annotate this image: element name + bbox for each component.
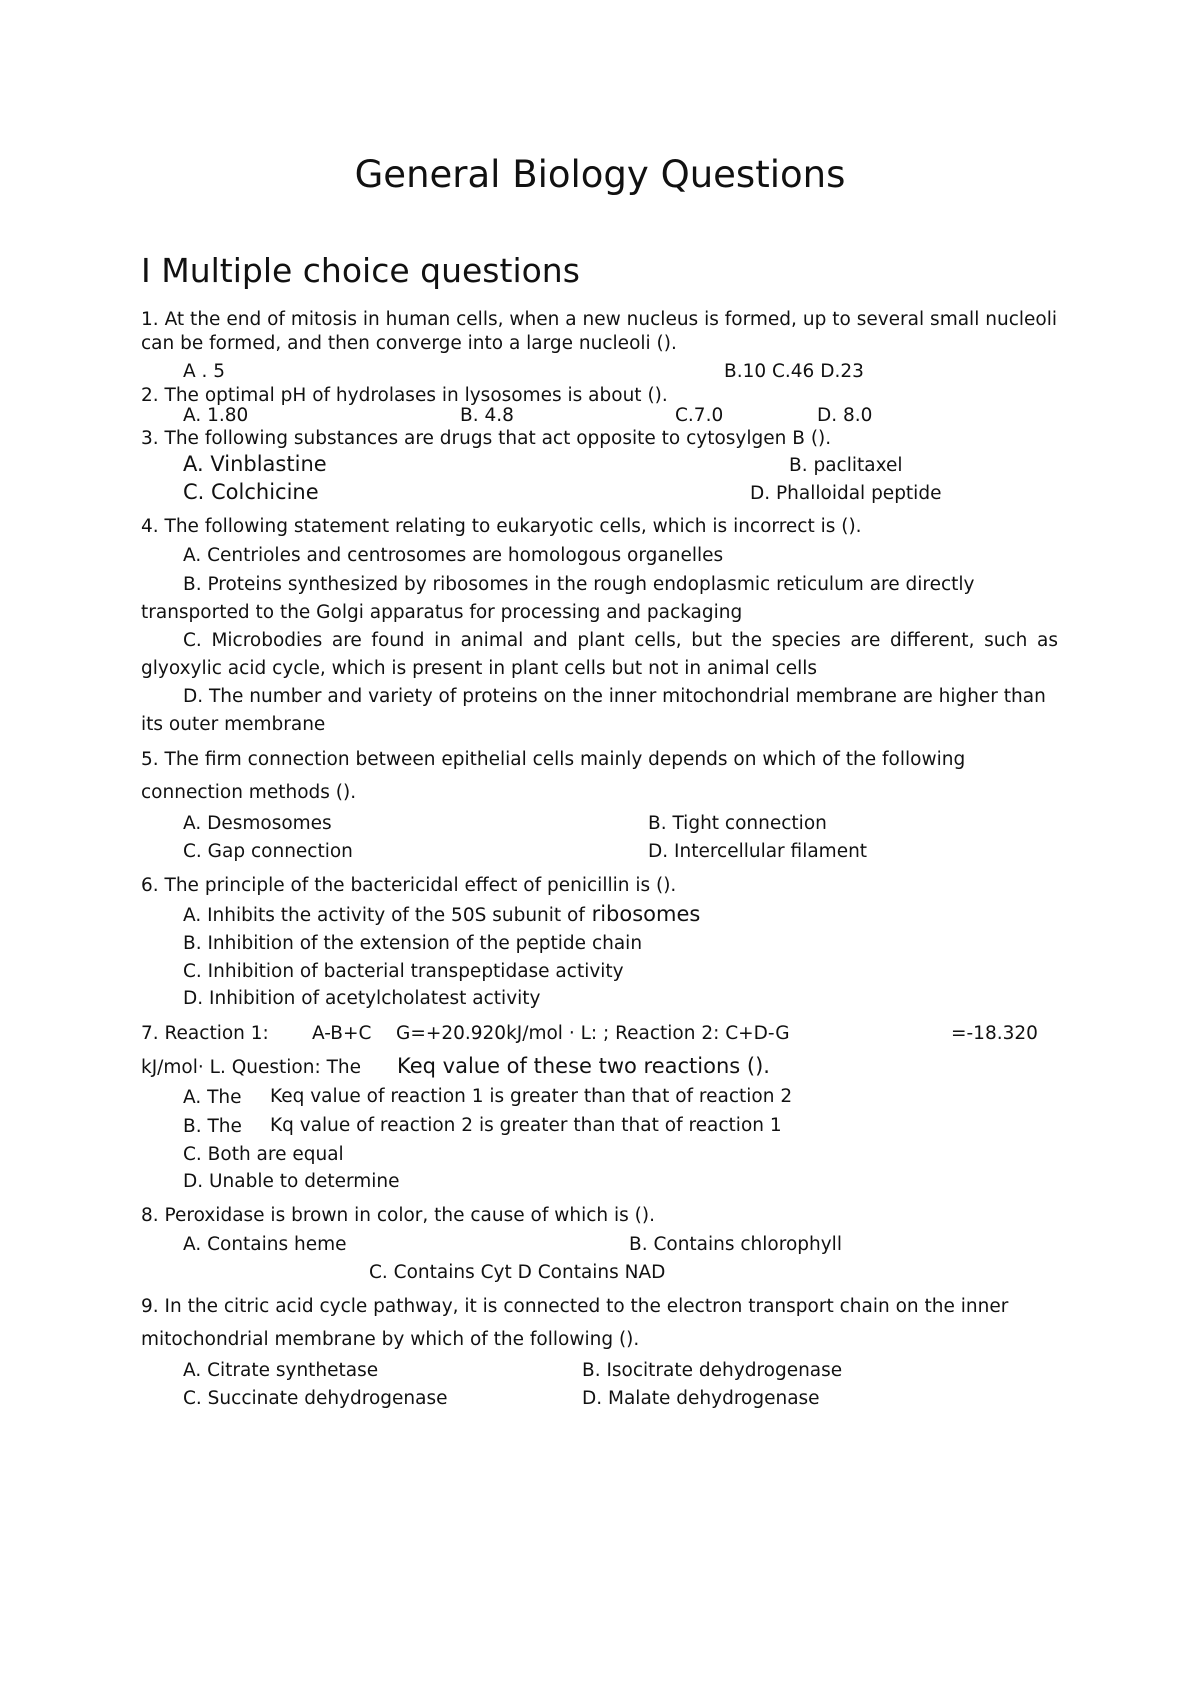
q7-option-a-label: A. The	[183, 1087, 242, 1108]
q5-option-a: A. Desmosomes	[183, 813, 332, 834]
q9-stem-line1: 9. In the citric acid cycle pathway, it is connected to the electron transport chain on the inner	[141, 1296, 1009, 1317]
q4-option-d-line2: its outer membrane	[141, 714, 326, 735]
q7-option-c: C. Both are equal	[183, 1144, 344, 1165]
q9-option-c: C. Succinate dehydrogenase	[183, 1388, 448, 1409]
q7-line1-part1: 7. Reaction 1:	[141, 1023, 269, 1044]
q1-stem-line1: 1. At the end of mitosis in human cells, when a new nucleus is formed, up to several small nucleoli	[141, 309, 1057, 330]
q6-stem: 6. The principle of the bactericidal effect of penicillin is ().	[141, 875, 677, 896]
q8-option-a: A. Contains heme	[183, 1234, 347, 1255]
q9-option-d: D. Malate dehydrogenase	[582, 1388, 820, 1409]
q4-option-c-line1: C. Microbodies are found in animal and plant cells, but the species are different, such as	[183, 630, 1058, 651]
q7-line2-part1: kJ/mol· L. Question: The	[141, 1057, 361, 1078]
q2-option-b: B. 4.8	[460, 405, 514, 426]
q4-option-c-line2: glyoxylic acid cycle, which is present in plant cells but not in animal cells	[141, 658, 818, 679]
q1-stem-line2: can be formed, and then converge into a large nucleoli ().	[141, 333, 677, 354]
q4-stem: 4. The following statement relating to eukaryotic cells, which is incorrect is ().	[141, 516, 862, 537]
q3-option-b: B. paclitaxel	[789, 455, 903, 476]
q7-line1-part4: =-18.320	[951, 1023, 1038, 1044]
q2-stem: 2. The optimal pH of hydrolases in lysosomes is about ().	[141, 385, 668, 406]
q3-option-a: A. Vinblastine	[183, 452, 327, 476]
q7-line2-part2: Keq value of these two reactions ().	[397, 1054, 770, 1078]
q4-option-d-line1: D. The number and variety of proteins on the inner mitochondrial membrane are higher than	[183, 686, 1046, 707]
q5-option-d: D. Intercellular filament	[648, 841, 868, 862]
q1-options-bcd: B.10 C.46 D.23	[724, 361, 864, 382]
q9-option-b: B. Isocitrate dehydrogenase	[582, 1360, 843, 1381]
q2-option-a: A. 1.80	[183, 405, 249, 426]
q1-option-a: A . 5	[183, 361, 226, 382]
q2-option-d: D. 8.0	[817, 405, 873, 426]
q8-stem: 8. Peroxidase is brown in color, the cause of which is ().	[141, 1205, 655, 1226]
q9-option-a: A. Citrate synthetase	[183, 1360, 379, 1381]
section-heading: I Multiple choice questions	[141, 251, 580, 290]
q9-stem-line2: mitochondrial membrane by which of the following ().	[141, 1329, 640, 1350]
q4-option-a: A. Centrioles and centrosomes are homologous organelles	[183, 545, 724, 566]
q5-stem-line2: connection methods ().	[141, 782, 357, 803]
q3-option-d: D. Phalloidal peptide	[750, 483, 942, 504]
q7-line1-part2: A-B+C	[312, 1023, 372, 1044]
q6-option-c: C. Inhibition of bacterial transpeptidase activity	[183, 961, 624, 982]
q3-stem: 3. The following substances are drugs that act opposite to cytosylgen B ().	[141, 428, 832, 449]
q7-option-b-text: Kq value of reaction 2 is greater than that of reaction 1	[270, 1115, 782, 1136]
q6-option-a-word: ribosomes	[584, 902, 701, 926]
q7-option-d: D. Unable to determine	[183, 1171, 400, 1192]
q5-option-b: B. Tight connection	[648, 813, 827, 834]
q7-option-a-text: Keq value of reaction 1 is greater than that of reaction 2	[270, 1086, 793, 1107]
q8-options-cd: C. Contains Cyt D Contains NAD	[369, 1262, 666, 1283]
q4-option-b-line1: B. Proteins synthesized by ribosomes in the rough endoplasmic reticulum are directly	[183, 574, 975, 595]
q6-option-b: B. Inhibition of the extension of the peptide chain	[183, 933, 643, 954]
q4-option-b-line2: transported to the Golgi apparatus for processing and packaging	[141, 602, 743, 623]
q6-option-a	[183, 903, 700, 927]
q7-option-b-label: B. The	[183, 1116, 242, 1137]
q6-option-a-text: A. Inhibits the activity of the 50S subunit of	[183, 905, 585, 926]
q5-stem-line1: 5. The firm connection between epithelial cells mainly depends on which of the following	[141, 749, 966, 770]
q2-option-c: C.7.0	[675, 405, 724, 426]
q5-option-c: C. Gap connection	[183, 841, 353, 862]
page-title: General Biology Questions	[354, 153, 846, 196]
q3-option-c: C. Colchicine	[183, 480, 319, 504]
q6-option-d: D. Inhibition of acetylcholatest activity	[183, 988, 541, 1009]
q8-option-b: B. Contains chlorophyll	[629, 1234, 842, 1255]
q7-line1-part3: G=+20.920kJ/mol · L: ; Reaction 2: C+D-G	[396, 1023, 790, 1044]
